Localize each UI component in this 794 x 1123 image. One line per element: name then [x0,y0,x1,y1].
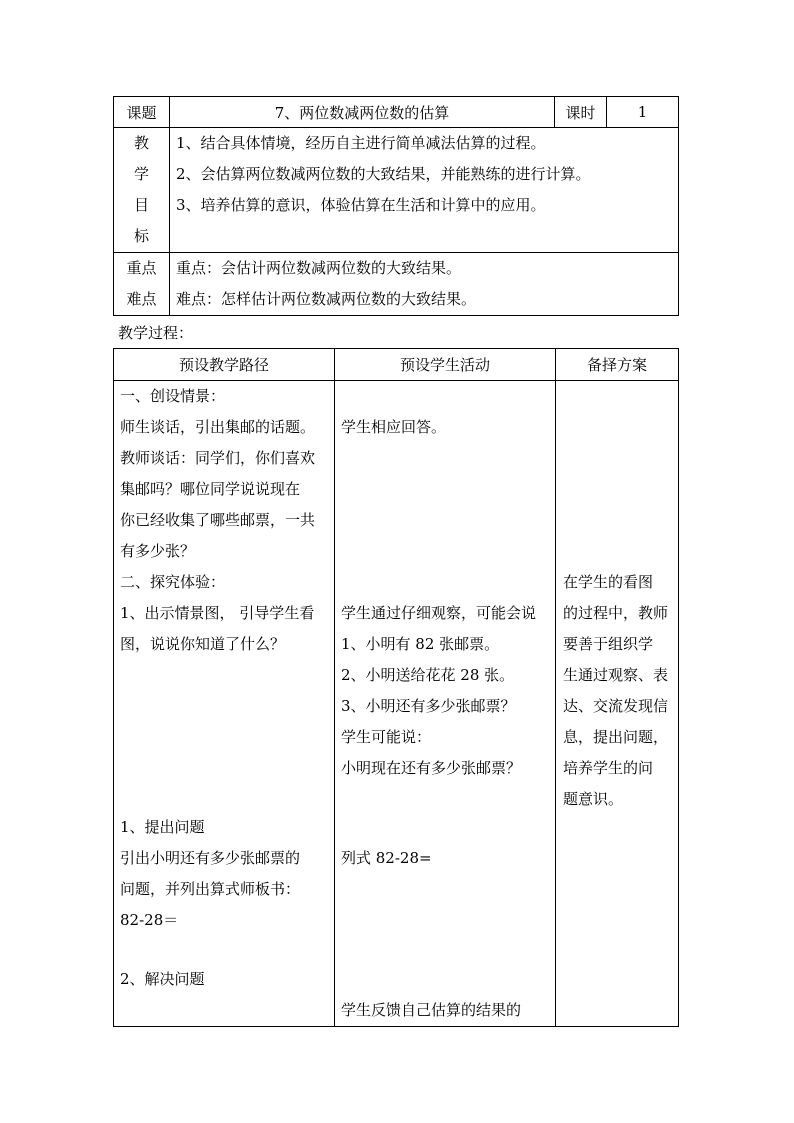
student-line: 小明现在还有多少张邮票？ [341,759,522,777]
alternative-line: 息，提出问题， [563,728,669,746]
topic-value: 7、两位数减两位数的估算 [170,97,555,128]
student-line: 列式 82-28= [341,849,432,867]
alternative-line: 达、交流发现信 [563,697,669,715]
process-header-alternative: 备择方案 [556,349,679,381]
key-point: 重点：会估计两位数减两位数的大致结果。 [176,259,462,277]
difficult-point: 难点：怎样估计两位数减两位数的大致结果。 [176,290,477,308]
teacher-line: 你已经收集了哪些邮票，一共 [120,511,316,529]
teacher-line: 82-28＝ [120,911,179,929]
goals-label-char: 学 [133,165,149,183]
teacher-line: 一、创设情景： [120,387,226,405]
process-title: 教学过程： [118,324,194,342]
teacher-line: 1、出示情景图， 引导学生看 [120,604,315,622]
student-line: 学生通过仔细观察，可能会说 [341,604,537,622]
teacher-line: 问题，并列出算式师板书： [120,880,301,898]
alternative-plan-cell [556,381,679,1027]
goals-label-char: 标 [133,227,149,245]
teacher-line: 1、提出问题 [120,818,205,836]
goal-item: 2、会估算两位数减两位数的大致结果，并能熟练的进行计算。 [176,165,591,183]
alternative-line: 题意识。 [563,790,624,808]
student-line: 学生反馈自己估算的结果的 [341,1001,522,1019]
alternative-line: 在学生的看图 [563,573,654,591]
teacher-line: 集邮吗？哪位同学说说现在 [120,480,301,498]
student-line: 1、小明有 82 张邮票。 [341,635,500,653]
teacher-line: 教师谈话：同学们，你们喜欢 [120,449,316,467]
keypoints-label-bottom: 难点 [126,290,157,308]
alternative-line: 生通过观察、表 [563,666,669,684]
hours-value: 1 [607,97,679,128]
student-line: 2、小明送给花花 28 张。 [341,666,515,684]
topic-label: 课题 [114,97,170,128]
alternative-line: 的过程中，教师 [563,604,669,622]
student-line: 学生相应回答。 [341,418,447,436]
teacher-line: 师生谈话，引出集邮的话题。 [120,418,316,436]
teacher-path-cell [114,381,335,1027]
goals-label-char: 教 [133,134,149,152]
goal-item: 1、结合具体情境，经历自主进行简单减法估算的过程。 [176,134,546,152]
student-activity-cell [335,381,556,1027]
lesson-info-table [113,96,679,316]
hours-label: 课时 [555,97,607,128]
teacher-line: 有多少张？ [120,542,196,560]
teacher-line: 2、解决问题 [120,970,205,988]
process-header-student: 预设学生活动 [335,349,556,381]
student-line: 学生可能说： [341,728,432,746]
teacher-line: 图，说说你知道了什么？ [120,635,286,653]
alternative-line: 要善于组织学 [563,635,654,653]
goals-content [170,128,679,253]
process-table [113,348,679,1027]
teacher-line: 二、探究体验： [120,573,226,591]
teacher-line: 引出小明还有多少张邮票的 [120,849,301,867]
process-header-teacher: 预设教学路径 [114,349,335,381]
keypoints-label-top: 重点 [126,259,157,277]
goals-label-char: 目 [133,196,149,214]
alternative-line: 培养学生的问 [563,759,654,777]
student-line: 3、小明还有多少张邮票？ [341,697,516,715]
keypoints-label [114,253,170,316]
keypoints-content [170,253,679,316]
goal-item: 3、培养估算的意识，体验估算在生活和计算中的应用。 [176,196,546,214]
goals-label [114,128,170,253]
